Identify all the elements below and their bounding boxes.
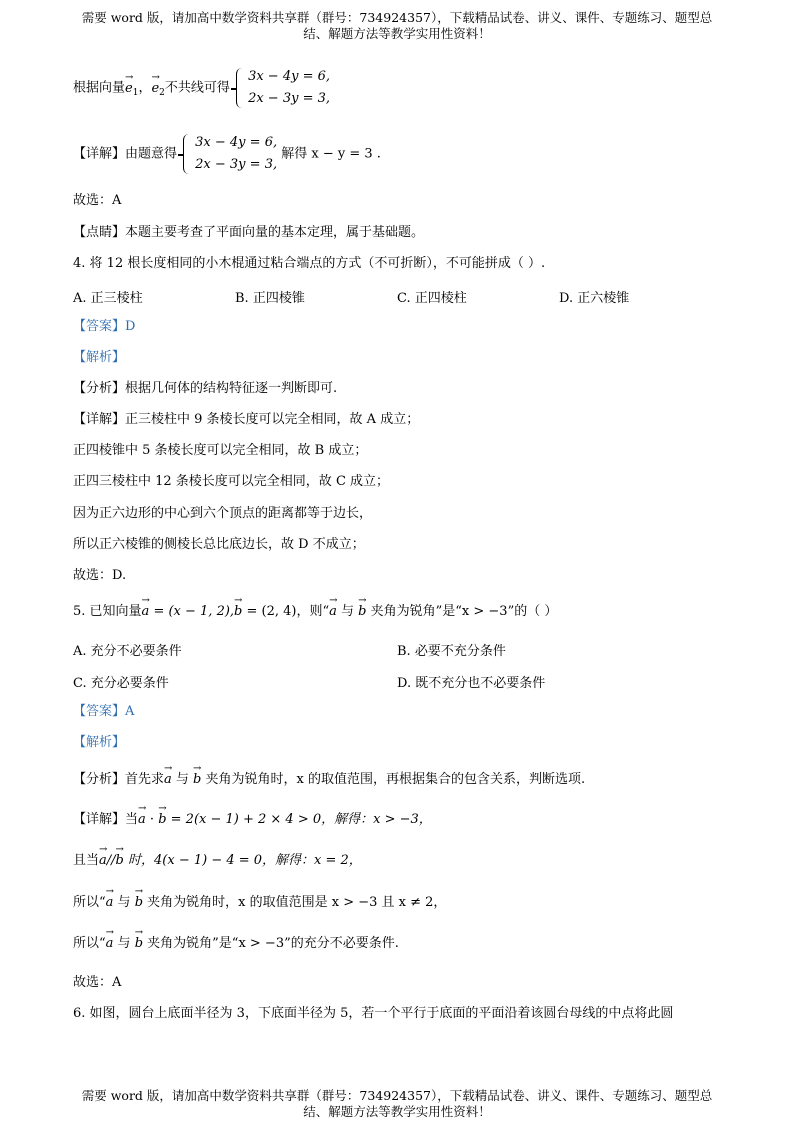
left-brace-icon: [183, 134, 192, 174]
q5-detail-1-prefix: 【详解】当: [73, 812, 139, 827]
q3-intro-line: [73, 66, 330, 110]
q5-analysis-prefix: 【分析】首先求: [73, 772, 165, 787]
q5-detail-3-and: 与: [113, 895, 135, 910]
vector-b: → b: [358, 603, 366, 621]
q5-detail-4-rest: 夹角为锐角”是“x > −3”的充分不必要条件.: [143, 936, 399, 951]
vector-b: → b: [135, 935, 143, 953]
vector-a: → a: [142, 603, 150, 621]
equation-1: 3x − 4y = 6,: [248, 69, 330, 84]
q4-choose: 故选：D.: [73, 568, 127, 583]
q4-stem: 4. 将 12 根长度相同的小木棍通过粘合端点的方式（不可折断），不可能拼成（ ）.: [73, 256, 546, 271]
detail-equation-1: 3x − 4y = 6,: [195, 135, 278, 150]
footer-banner-line2: 结、解题方法等教学实用性资料！: [303, 1104, 491, 1119]
q4-detail-1: 【详解】正三棱柱中 9 条棱长度可以完全相同，故 A 成立；: [73, 412, 420, 427]
q5-analysis-rest: 夹角为锐角时，x 的取值范围，再根据集合的包含关系，判断选项.: [201, 772, 586, 787]
q3-detail-result: 解得 x − y = 3 .: [281, 146, 381, 162]
q4-option-a: A. 正三棱柱: [73, 291, 143, 306]
q4-option-b: B. 正四棱锥: [235, 291, 305, 306]
q5-option-b: B. 必要不充分条件: [397, 644, 506, 659]
q3-detail-line: [73, 132, 381, 176]
q5-stem-b-value: = (2, 4)，则“: [242, 604, 330, 619]
q5-detail-2-prefix: 且当: [73, 853, 100, 868]
q4-analysis: 【分析】根据几何体的结构特征逐一判断即可.: [73, 381, 338, 396]
vector-e1-subscript: 1: [132, 88, 139, 99]
vector-b: → b: [158, 811, 166, 829]
vector-b: → b: [135, 894, 143, 912]
q5-stem-prefix: 5. 已知向量: [73, 604, 142, 619]
q5-detail-4: [73, 935, 399, 953]
q5-detail-4-and: 与: [113, 936, 135, 951]
q5-answer: 【答案】A: [73, 704, 135, 719]
q3-detail-label: 【详解】由题意得: [73, 146, 178, 162]
q5-detail-4-prefix: 所以“: [73, 936, 106, 951]
q6-stem: 6. 如图，圆台上底面半径为 3，下底面半径为 5，若一个平行于底面的平面沿着该圆台母线的中点将此圆: [73, 1006, 674, 1021]
vector-a: → a: [138, 811, 146, 829]
q5-option-d: D. 既不充分也不必要条件: [397, 676, 546, 691]
vector-e1: → e: [125, 80, 133, 98]
vector-b: → b: [193, 771, 201, 789]
q4-detail-3: 正四三棱柱中 12 条棱长度可以完全相同，故 C 成立；: [73, 474, 390, 489]
q5-detail-1: [73, 811, 432, 829]
detail-equation-2: 2x − 3y = 3,: [195, 157, 278, 172]
q5-detail-3-rest: 夹角为锐角时，x 的取值范围是 x > −3 且 x ≠ 2，: [143, 895, 447, 910]
q5-option-c: C. 充分必要条件: [73, 676, 169, 691]
header-banner-line1: 需要 word 版，请加高中数学资料共享群（群号：734924357），下载精品试卷、讲义、课件、专题练习、题型总: [81, 10, 713, 25]
q4-option-d: D. 正六棱锥: [559, 291, 630, 306]
q5-analysis-and: 与: [171, 772, 194, 787]
q3-choose: 故选：A: [73, 193, 122, 208]
q3-intro-suffix: 不共线可得: [164, 80, 230, 96]
q5-stem-and: 与: [336, 604, 359, 619]
left-brace-icon: [236, 68, 245, 108]
q4-analysis-label: 【解析】: [73, 350, 126, 365]
dot-operator: ·: [145, 812, 159, 827]
vector-a: → a: [329, 603, 337, 621]
footer-banner: [60, 1088, 734, 1120]
detail-equation-system: [183, 132, 277, 176]
equation-system: [236, 66, 330, 110]
q3-intro-prefix: 根据向量: [73, 80, 126, 96]
vector-e2-subscript: 2: [159, 88, 165, 99]
header-banner-line2: 结、解题方法等教学实用性资料！: [303, 26, 491, 41]
q5-analysis-label: 【解析】: [73, 735, 126, 750]
vector-a: → a: [106, 894, 114, 912]
q5-stem: [73, 603, 557, 621]
parallel-symbol: //: [106, 853, 116, 868]
vector-a: → a: [164, 771, 172, 789]
q5-detail-3: [73, 894, 446, 912]
vector-b: → b: [234, 603, 242, 621]
q5-detail-3-prefix: 所以“: [73, 895, 106, 910]
q5-detail-2-rest: 时，4(x − 1) − 4 = 0，解得：x = 2，: [123, 853, 362, 868]
q5-option-a: A. 充分不必要条件: [73, 644, 182, 659]
footer-banner-line1: 需要 word 版，请加高中数学资料共享群（群号：734924357），下载精品试卷、讲义、课件、专题练习、题型总: [81, 1088, 713, 1103]
q3-comment: 【点睛】本题主要考查了平面向量的基本定理，属于基础题。: [73, 225, 425, 240]
equation-2: 2x − 3y = 3,: [248, 91, 330, 106]
q4-detail-2: 正四棱锥中 5 条棱长度可以完全相同，故 B 成立；: [73, 443, 368, 458]
q4-answer: 【答案】D: [73, 319, 136, 334]
vector-a: → a: [106, 935, 114, 953]
vector-a: → a: [99, 852, 107, 870]
q5-choose: 故选：A: [73, 975, 122, 990]
q4-option-c: C. 正四棱柱: [397, 291, 467, 306]
vector-e2: → e: [151, 80, 159, 98]
header-banner: [60, 10, 734, 42]
q4-detail-4: 因为正六边形的中心到六个顶点的距离都等于边长，: [73, 506, 373, 521]
vector-b: → b: [116, 852, 124, 870]
q5-stem-a-value: = (x − 1, 2),: [149, 604, 235, 619]
q5-stem-end: 夹角为锐角”是“x > −3”的（ ）: [366, 604, 558, 619]
q3-separator: ，: [138, 80, 152, 96]
q5-detail-1-rest: = 2(x − 1) + 2 × 4 > 0，解得：x > −3，: [166, 812, 432, 827]
q5-detail-2: [73, 852, 362, 870]
q5-analysis: [73, 771, 585, 789]
q4-detail-5: 所以正六棱锥的侧棱长总比底边长，故 D 不成立；: [73, 537, 365, 552]
